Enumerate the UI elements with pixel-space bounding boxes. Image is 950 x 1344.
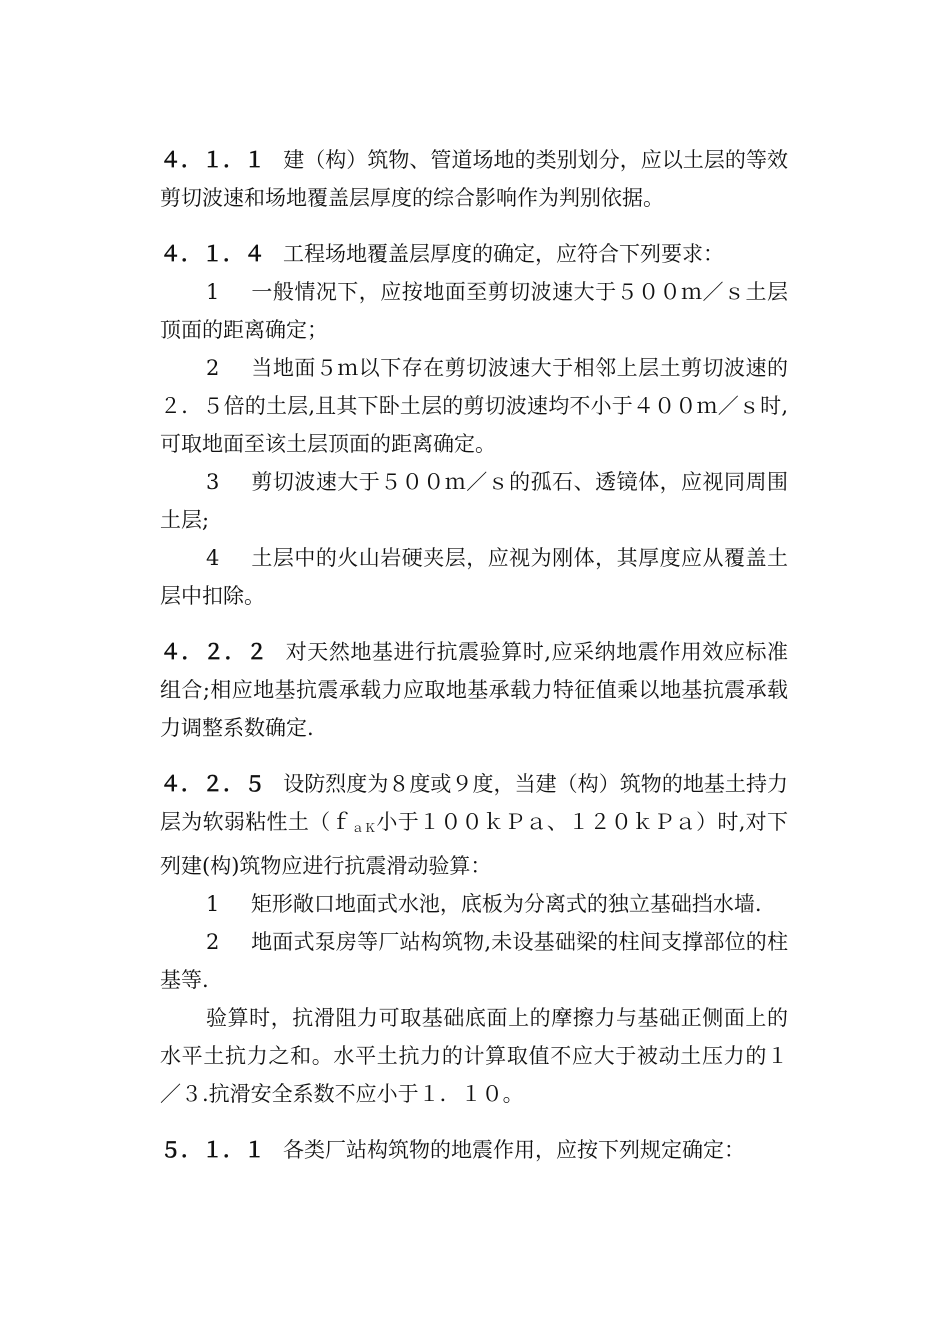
clause-4-1-1 xyxy=(160,141,788,217)
item-text: 地面式泵房等厂站构筑物,未设基础梁的柱间支撑部位的柱基等. xyxy=(160,930,788,992)
item-text: 当地面５ｍ以下存在剪切波速大于相邻上层土剪切波速的２．５倍的土层,且其下卧土层的剪切波速均不小于４００ｍ／ｓ时,可取地面至该土层顶面的距离确定。 xyxy=(160,356,788,456)
item-text: 一般情况下，应按地面至剪切波速大于５００ｍ／ｓ土层顶面的距离确定； xyxy=(160,280,788,342)
list-item xyxy=(160,349,788,463)
clause-paragraph xyxy=(160,765,788,885)
list-item xyxy=(160,539,788,615)
clause-number: ４．２．２ xyxy=(160,639,268,664)
clause-text: 工程场地覆盖层厚度的确定，应符合下列要求： xyxy=(283,242,724,266)
clause-paragraph xyxy=(160,633,788,747)
list-item xyxy=(160,923,788,999)
clause-text: 建（构）筑物、管道场地的类别划分，应以土层的等效剪切波速和场地覆盖层厚度的综合影响作为判别依据。 xyxy=(160,148,789,210)
clause-text-part-b: 小于１００ｋＰａ、１２０ｋＰａ）时,对下列建(构)筑物应进行抗震滑动验算： xyxy=(160,810,788,878)
clause-text: 对天然地基进行抗震验算时,应采纳地震作用效应标准组合;相应地基抗震承载力应取地基承载力特征值乘以地基抗震承载力调整系数确定. xyxy=(160,640,788,740)
item-number: 1 xyxy=(206,280,220,304)
clause-4-2-2 xyxy=(160,633,788,747)
item-number: 2 xyxy=(206,930,220,954)
clause-text: 各类厂站构筑物的地震作用，应按下列规定确定： xyxy=(283,1138,745,1162)
clause-number: ４．１．１ xyxy=(160,147,266,172)
list-item xyxy=(160,885,788,923)
item-number: 2 xyxy=(206,356,220,380)
clause-number: ４．２．５ xyxy=(160,771,266,796)
clause-number: ５．１．１ xyxy=(160,1137,265,1162)
list-item xyxy=(160,273,788,349)
clause-paragraph xyxy=(160,1131,788,1169)
clause-4-2-5 xyxy=(160,765,788,1113)
item-text: 剪切波速大于５００ｍ／ｓ的孤石、透镜体，应视同周围土层; xyxy=(160,470,788,532)
item-text: 土层中的火山岩硬夹层，应视为刚体，其厚度应从覆盖土层中扣除。 xyxy=(160,546,788,608)
subscript-text: ａＫ xyxy=(351,821,377,835)
clause-paragraph xyxy=(160,141,788,217)
clause-paragraph xyxy=(160,235,788,273)
list-item xyxy=(160,463,788,539)
item-number: 3 xyxy=(206,470,220,494)
item-number: 4 xyxy=(206,546,220,570)
item-text: 矩形敞口地面式水池，底板为分离式的独立基础挡水墙. xyxy=(250,892,762,916)
clause-4-1-4 xyxy=(160,235,788,615)
document-body xyxy=(160,141,788,1187)
clause-number: ４．１．４ xyxy=(160,241,265,266)
clause-text-part-a: 设防烈度为８度或９度，当建（构）筑物的地基土持力层为软弱粘性土（ｆ xyxy=(160,772,789,834)
verification-note: 验算时，抗滑阻力可取基础底面上的摩擦力与基础正侧面上的水平土抗力之和。水平土抗力的计算取值不应大于被动土压力的１／３.抗滑安全系数不应小于１．１０。 xyxy=(160,1006,788,1106)
clause-5-1-1 xyxy=(160,1131,788,1169)
item-number: 1 xyxy=(206,892,220,916)
